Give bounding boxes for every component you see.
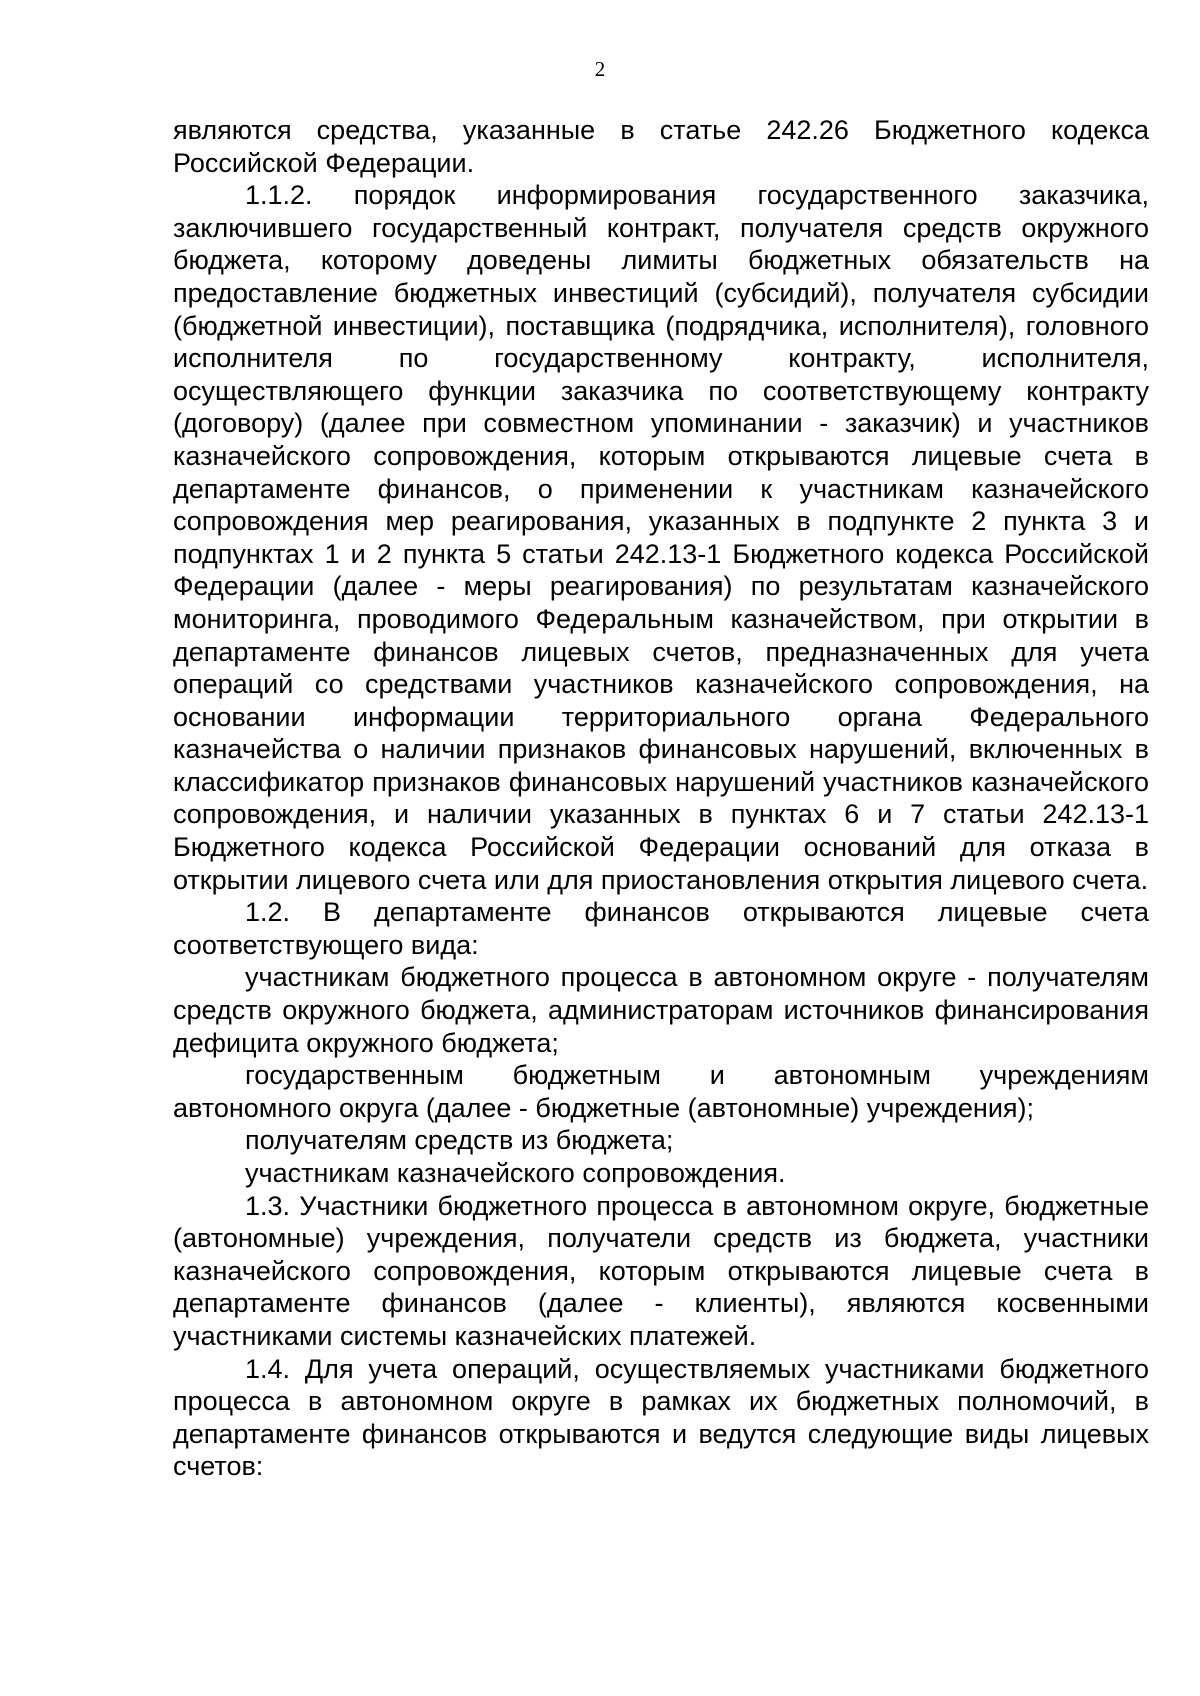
paragraph-continuation: являются средства, указанные в статье 242.26 Бюджетного кодекса Российской Федерации.: [173, 115, 1149, 178]
paragraph-1-4: 1.4. Для учета операций, осуществляемых участниками бюджетного процесса в автономном округе в рамках их бюджетных полномочий, в департаменте финансов открываются и ведутся следующие виды лицевых счетов:: [173, 1353, 1149, 1482]
page-number: 2: [594, 57, 606, 81]
list-item-budget-recipients: получателям средств из бюджета;: [245, 1125, 674, 1156]
document-body: [173, 114, 1149, 1483]
list-item-budget-participants: участникам бюджетного процесса в автономном округе - получателям средств окружного бюджета, администраторам источников финансирования дефицита окружного бюджета;: [173, 962, 1149, 1058]
list-item-treasury-participants: участникам казначейского сопровождения.: [245, 1158, 786, 1188]
list-item-institutions: государственным бюджетным и автономным учреждениям автономного округа (далее - бюджетные (автономные) учреждения);: [173, 1060, 1149, 1123]
paragraph-1-1-2: 1.1.2. порядок информирования государственного заказчика, заключившего государственный контракт, получателя средств окружного бюджета, которому доведены лимиты бюджетных обязательств на предоставление бюджетных инвестиций (субсидий), получателя субсидии (бюджетной инвестиции), поставщика (подрядчика, исполнителя), головного исполнителя по государственному контракту, исполнителя, осуществляющего функции заказчика по соответствующему контракту (договору) (далее при совместном упоминании - заказчик) и участников казначейского сопровождения, которым открываются лицевые счета в департаменте финансов, о применении к участникам казначейского сопровождения мер реагирования, указанных в подпункте 2 пункта 3 и подпунктах 1 и 2 пункта 5 статьи 242.13-1 Бюджетного кодекса Российской Федерации (далее - меры реагирования) по результатам казначейского мониторинга, проводимого Федеральным казначейством, при открытии в департаменте финансов лицевых счетов, предназначенных для учета операций со средствами участников казначейского сопровождения, на основании информации территориального органа Федерального казначейства о наличии признаков финансовых нарушений, включенных в классификатор признаков финансовых нарушений участников казначейского сопровождения, и наличии указанных в пунктах 6 и 7 статьи 242.13-1 Бюджетного кодекса Российской Федерации оснований для отказа в открытии лицевого счета или для приостановления открытия лицевого счета.: [173, 180, 1149, 895]
paragraph-1-3: 1.3. Участники бюджетного процесса в автономном округе, бюджетные (автономные) учреждения, получатели средств из бюджета, участники казначейского сопровождения, которым открываются лицевые счета в департаменте финансов (далее - клиенты), являются косвенными участниками системы казначейских платежей.: [173, 1190, 1149, 1351]
paragraph-1-2: 1.2. В департаменте финансов открываются лицевые счета соответствующего вида:: [173, 897, 1149, 960]
